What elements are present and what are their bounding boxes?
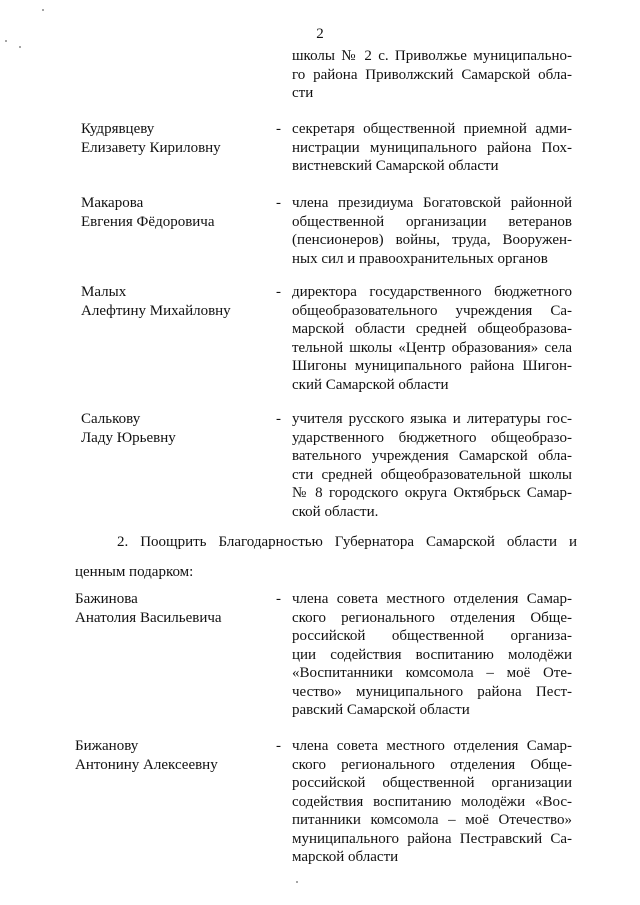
description-line: ский Самарской области [292, 376, 449, 393]
awardee-position [292, 120, 572, 176]
page-number: 2 [316, 26, 324, 42]
entry-dash: - [276, 591, 281, 607]
awardee-position [292, 590, 572, 720]
awardee-name [81, 410, 271, 448]
description-line: директора государственного бюджетного [292, 284, 572, 300]
awardee-position [292, 283, 572, 394]
description-line: нистрации муниципального района Пох- [292, 139, 572, 156]
description-line: общественной организации ветеранов [292, 213, 572, 230]
continuation-description [292, 47, 572, 103]
description-line: ции содействия воспитанию молодёжи [292, 646, 572, 663]
description-line: учителя русского языка и литературы гос- [292, 411, 572, 427]
description-line: члена совета местного отделения Самар- [292, 738, 572, 754]
description-line: муниципального района Пестравский Са- [292, 830, 572, 847]
awardee-name [75, 737, 265, 775]
awardee-name [75, 590, 265, 628]
description-line: ской области. [292, 503, 379, 520]
description-line: школы № 2 с. Приволжье муниципально- [292, 48, 572, 64]
awardee-surname: Малых [81, 284, 127, 300]
scan-speck [5, 40, 7, 42]
description-line: российской общественной организа- [292, 628, 572, 644]
description-line: российской общественной организации [292, 775, 572, 791]
description-line: (пенсионеров) войны, труда, Вооружен- [292, 232, 572, 248]
awardee-given-names: Антонину Алексеевну [75, 757, 218, 773]
awardee-surname: Макарова [81, 195, 144, 211]
description-line: марской области средней общеобразова- [292, 321, 572, 337]
description-line: тельной школы «Центр образования» села [292, 339, 572, 356]
description-line: члена президиума Богатовской районной [292, 195, 572, 211]
description-line: секретаря общественной приемной адми- [292, 121, 572, 137]
awardee-surname: Бижанову [75, 738, 139, 754]
awardee-name [81, 194, 271, 232]
description-line: члена совета местного отделения Самар- [292, 591, 572, 607]
description-line: ского регионального отделения Обще- [292, 609, 572, 626]
description-line: сти средней общеобразовательной школы [292, 466, 572, 483]
description-line: Шигоны муниципального района Шигон- [292, 358, 572, 374]
awardee-name [81, 283, 271, 321]
awardee-given-names: Евгения Фёдоровича [81, 214, 215, 230]
description-line: «Воспитанники комсомола – моё Оте- [292, 665, 572, 681]
description-line: марской области [292, 849, 399, 865]
description-line: го района Приволжский Самарской обла- [292, 66, 572, 83]
awardee-given-names: Алефтину Михайловну [81, 303, 231, 319]
awardee-given-names: Ладу Юрьевну [81, 430, 176, 446]
description-line: № 8 городского округа Октябрьск Самар- [292, 485, 572, 501]
entry-dash: - [276, 738, 281, 754]
awardee-given-names: Елизавету Кириловну [81, 140, 221, 156]
description-line: сти [292, 85, 314, 101]
description-line: общеобразовательного учреждения Са- [292, 302, 572, 319]
description-line: вательного учреждения Самарской обла- [292, 448, 572, 464]
scan-speck [42, 9, 44, 11]
entry-dash: - [276, 284, 281, 300]
awardee-position [292, 410, 572, 521]
entry-dash: - [276, 411, 281, 427]
awardee-surname: Салькову [81, 411, 141, 427]
description-line: питанники комсомола – моё Отечество» [292, 812, 572, 828]
section-2-heading: 2. Поощрить Благодарностью Губернатора Самарской области и [117, 534, 577, 550]
scan-speck [296, 881, 298, 883]
scan-speck [19, 46, 21, 48]
description-line: чество» муниципального района Пест- [292, 683, 572, 700]
awardee-name [81, 120, 271, 158]
awardee-surname: Кудрявцеву [81, 121, 155, 137]
awardee-surname: Бажинова [75, 591, 138, 607]
awardee-position [292, 194, 572, 268]
description-line: ского регионального отделения Обще- [292, 756, 572, 773]
entry-dash: - [276, 195, 281, 211]
entry-dash: - [276, 121, 281, 137]
awardee-given-names: Анатолия Васильевича [75, 610, 222, 626]
description-line: содействия воспитанию молодёжи «Вос- [292, 793, 572, 810]
awardee-position [292, 737, 572, 867]
description-line: ных сил и правоохранительных органов [292, 250, 548, 267]
description-line: равский Самарской области [292, 702, 470, 718]
description-line: ударственного бюджетного общеобразо- [292, 429, 572, 446]
description-line: вистневский Самарской области [292, 158, 499, 174]
section-2-heading-continued: ценным подарком: [75, 564, 194, 580]
